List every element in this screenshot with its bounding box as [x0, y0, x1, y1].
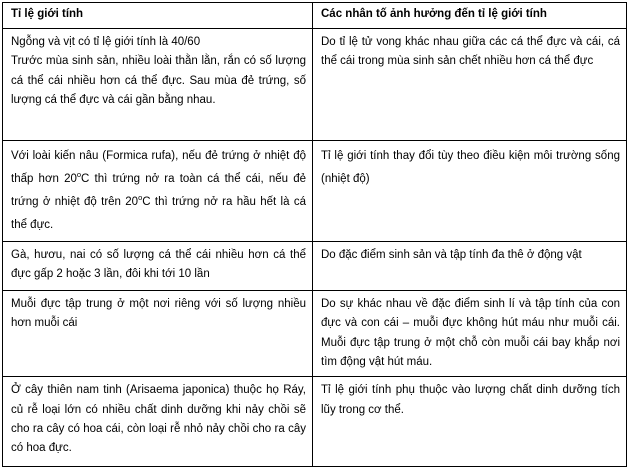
table-cell-right: Do tỉ lệ tử vong khác nhau giữa các cá thể đực và cái, cá thể cái trong mùa sinh sản chết nhiều hơn cá thể đực — [313, 29, 627, 141]
cell-text: Ngỗng và vịt có tỉ lệ giới tính là 40/60 — [11, 36, 201, 48]
table-cell-right: Tỉ lệ giới tính phụ thuộc vào lượng chất dinh dưỡng tích lũy trong cơ thể. — [313, 377, 627, 467]
table-row — [3, 29, 627, 141]
table-header-row — [3, 3, 627, 29]
table-row — [3, 141, 627, 242]
table-row — [3, 242, 627, 291]
degree-sup: o — [138, 193, 143, 203]
cell-text: Với loài kiến nâu (Formica rufa), nếu đẻ trứng ở nhiệt độ thấp hơn 20 — [11, 150, 306, 185]
table-cell-left: Ở cây thiên nam tinh (Arisaema japonica) thuộc họ Ráy, củ rễ loại lớn có nhiều chất dinh dưỡng khi nảy chồi sẽ cho ra cây có hoa cái, còn loại rễ nhỏ nảy chồi cho ra cây có hoa đực. — [3, 377, 313, 467]
sex-ratio-table — [2, 2, 627, 467]
degree-sup: o — [76, 170, 82, 180]
cell-text: C thì trứng nở ra toàn cá thể cái, nếu đẻ trứng ở nhiệt độ trên 20 — [11, 173, 306, 208]
header-factors: Các nhân tố ảnh hưởng đến tỉ lệ giới tính — [313, 3, 627, 29]
table-cell-left: Gà, hươu, nai có số lượng cá thể cái nhiều hơn cá thể đực gấp 2 hoặc 3 lần, đôi khi tới 10 lần — [3, 242, 313, 291]
table-row — [3, 377, 627, 467]
table-cell-right: Do sự khác nhau về đặc điểm sinh lí và tập tính của con đực và con cái – muỗi đực không hút máu như muỗi cái. Muỗi đực tập trung ở một chỗ còn muỗi cái bay khắp nơi tìm động vật hút máu. — [313, 291, 627, 377]
table-row — [3, 291, 627, 377]
table-cell-left — [3, 29, 313, 141]
cell-text: Trước mùa sinh sản, nhiều loài thằn lằn, rắn có số lượng cá thể cái nhiều hơn cá thể đực. Sau mùa đẻ trứng, số lượng cá thể đực và cái gần bằng nhau. — [11, 55, 306, 106]
table-cell-right: Do đặc điểm sinh sản và tập tính đa thê ở động vật — [313, 242, 627, 291]
header-sex-ratio: Tỉ lệ giới tính — [3, 3, 313, 29]
cell-text: C thì trứng nở ra hầu hết là cá thể đực. — [11, 196, 306, 231]
table-cell-right: Tỉ lệ giới tính thay đổi tùy theo điều kiện môi trường sống (nhiệt độ) — [313, 141, 627, 242]
table-cell-left: Muỗi đực tập trung ở một nơi riêng với số lượng nhiều hơn muỗi cái — [3, 291, 313, 377]
table-cell-left — [3, 141, 313, 242]
